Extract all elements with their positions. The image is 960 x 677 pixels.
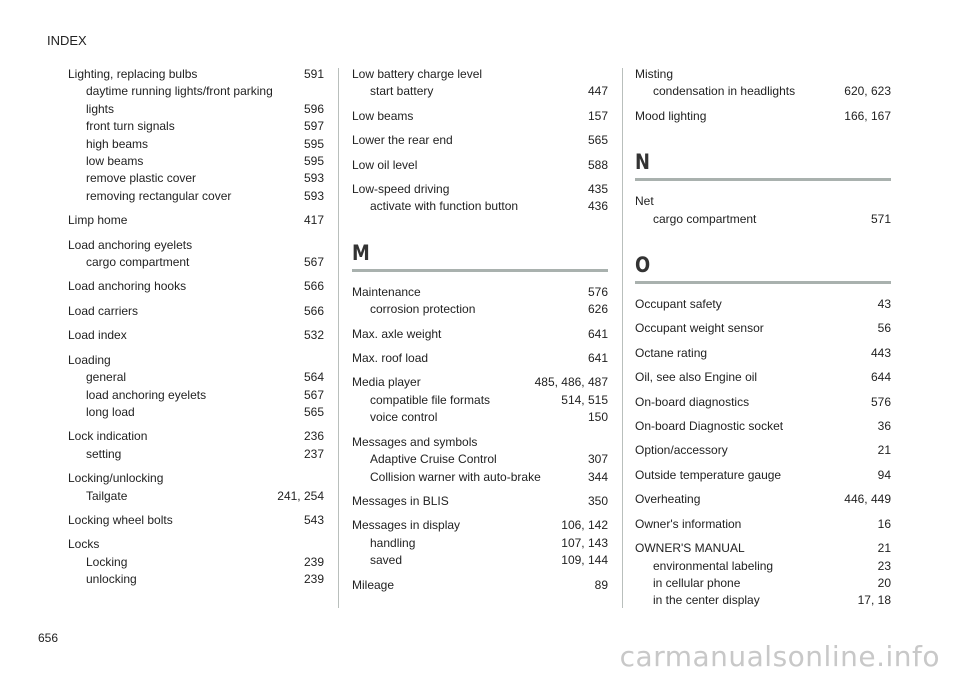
index-page-ref: 565 [587, 133, 608, 148]
index-term [352, 157, 608, 174]
index-subentry [68, 488, 324, 505]
index-term [352, 577, 608, 594]
index-entry [635, 66, 891, 101]
index-page-ref: 566 [303, 279, 324, 294]
index-term [352, 493, 608, 510]
index-entry [635, 345, 891, 362]
index-subentry [352, 301, 608, 318]
index-term [635, 394, 891, 411]
index-page-ref: 36 [877, 419, 891, 434]
index-page-ref: 595 [303, 154, 324, 169]
index-term-text: Media player [352, 375, 421, 390]
index-entry [68, 512, 324, 529]
index-term-text: Oil, see also Engine oil [635, 370, 758, 385]
index-page-ref: 485, 486, 487 [534, 375, 608, 390]
index-term [68, 512, 324, 529]
index-page-ref: 239 [303, 554, 324, 569]
index-subentry [352, 451, 608, 468]
index-term [68, 352, 324, 369]
index-subentry [68, 188, 324, 205]
index-page-ref: 109, 144 [561, 553, 608, 568]
index-term [352, 374, 608, 391]
index-subentry [68, 83, 324, 100]
page-number: 656 [38, 631, 59, 645]
index-entry [352, 577, 608, 594]
index-term-text: lights [86, 101, 115, 116]
index-entry [635, 467, 891, 484]
index-subentry [635, 211, 891, 228]
index-term [635, 108, 891, 125]
index-term-text: daytime running lights/front parking [86, 84, 273, 99]
index-term-text: condensation in headlights [653, 84, 796, 99]
index-term [68, 237, 324, 254]
index-subentry [68, 571, 324, 588]
index-entry [635, 418, 891, 435]
index-term-text: Owner's information [635, 516, 742, 531]
index-term-text: high beams [86, 136, 149, 151]
index-term-text: Mileage [352, 577, 395, 592]
index-entry [68, 428, 324, 463]
watermark: carmanualsonline.info [619, 640, 940, 673]
index-term-text: removing rectangular cover [86, 188, 232, 203]
index-subentry [635, 558, 891, 575]
index-subentry [352, 409, 608, 426]
index-page-ref: 106, 142 [561, 518, 608, 533]
index-term [352, 181, 608, 198]
index-term-text: voice control [370, 410, 438, 425]
index-term-text: Messages and symbols [352, 434, 478, 449]
index-entry [68, 536, 324, 588]
index-term-text: Maintenance [352, 284, 421, 299]
index-term [352, 132, 608, 149]
index-page-ref: 17, 18 [857, 593, 891, 608]
index-letter-heading [635, 253, 891, 284]
index-term-text: Collision warner with auto-brake [370, 469, 541, 484]
index-term-text: unlocking [86, 572, 137, 587]
index-page-ref: 236 [303, 429, 324, 444]
index-page-ref: 565 [303, 404, 324, 419]
index-term [635, 66, 891, 83]
index-term-text: Load anchoring hooks [68, 279, 187, 294]
index-term-text: Tailgate [86, 488, 128, 503]
index-term-text: Locking wheel bolts [68, 512, 173, 527]
index-term [68, 327, 324, 344]
index-subentry [352, 469, 608, 486]
index-entry [68, 303, 324, 320]
index-page-ref: 543 [303, 512, 324, 527]
index-page-ref: 593 [303, 171, 324, 186]
index-page-ref: 157 [587, 108, 608, 123]
index-term-text: Misting [635, 67, 674, 81]
index-term-text: in the center display [653, 593, 760, 608]
index-term-text: low beams [86, 154, 144, 169]
index-term [352, 350, 608, 367]
index-page-ref: 89 [594, 577, 608, 592]
index-subentry [68, 101, 324, 118]
index-page-ref: 597 [303, 119, 324, 134]
index-term-text: Option/accessory [635, 443, 728, 458]
index-term [635, 442, 891, 459]
index-page-ref: 567 [303, 255, 324, 270]
index-page-ref: 593 [303, 188, 324, 203]
index-term [635, 296, 891, 313]
index-entry [68, 278, 324, 295]
index-term-text: activate with function button [370, 199, 519, 214]
index-term-text: Lighting, replacing bulbs [68, 67, 198, 81]
index-page-ref: 514, 515 [561, 392, 608, 407]
index-page-ref: 166, 167 [844, 108, 891, 123]
index-subentry [68, 554, 324, 571]
index-term-text: Max. axle weight [352, 326, 442, 341]
index-letter-heading [635, 150, 891, 181]
index-term-text: Load anchoring eyelets [68, 237, 193, 252]
index-term-text: Lower the rear end [352, 133, 453, 148]
index-page-ref: 571 [870, 211, 891, 226]
index-term-text: cargo compartment [86, 255, 190, 270]
index-entry [635, 193, 891, 228]
index-entry [352, 374, 608, 426]
index-page-ref: 237 [303, 446, 324, 461]
index-page-ref: 241, 254 [277, 488, 324, 503]
index-subentry [68, 153, 324, 170]
index-letter: N [635, 150, 650, 175]
index-term [352, 326, 608, 343]
index-term [635, 540, 891, 557]
index-term [68, 428, 324, 445]
index-page-ref: 239 [303, 572, 324, 587]
index-term-text: Lock indication [68, 429, 148, 444]
index-term-text: Low-speed driving [352, 182, 450, 197]
index-page-ref: 23 [877, 558, 891, 573]
index-term-text: Occupant weight sensor [635, 321, 764, 336]
index-term-text: start battery [370, 84, 434, 99]
index-page-ref: 344 [587, 469, 608, 484]
index-page-ref: 591 [303, 67, 324, 81]
index-term-text: remove plastic cover [86, 171, 197, 186]
index-term-text: front turn signals [86, 119, 175, 134]
index-page-ref: 307 [587, 452, 608, 467]
index-term [635, 418, 891, 435]
index-page-ref: 446, 449 [844, 492, 891, 507]
index-page-ref: 447 [587, 84, 608, 99]
index-term-text: OWNER'S MANUAL [635, 541, 745, 556]
index-entry [635, 516, 891, 533]
index-entry [68, 212, 324, 229]
letter-rule [352, 269, 608, 272]
index-term [68, 278, 324, 295]
index-subentry [352, 198, 608, 215]
index-entry [352, 108, 608, 125]
index-term-text: Outside temperature gauge [635, 467, 782, 482]
index-page-ref: 107, 143 [561, 535, 608, 550]
index-page-ref: 16 [877, 516, 891, 531]
index-term-text: Overheating [635, 492, 701, 507]
index-entry [352, 517, 608, 569]
index-subentry [68, 404, 324, 421]
index-subentry [68, 118, 324, 135]
index-term-text: setting [86, 446, 122, 461]
index-term-text: Load index [68, 328, 127, 343]
index-page-ref: 443 [870, 345, 891, 360]
index-entry [352, 350, 608, 367]
index-page-ref: 576 [870, 394, 891, 409]
index-subentry [68, 136, 324, 153]
index-subentry [635, 592, 891, 609]
index-term-text: On-board Diagnostic socket [635, 419, 784, 434]
index-term-text: Locking [86, 554, 128, 569]
index-entry [352, 326, 608, 343]
index-subentry [68, 170, 324, 187]
index-term-text: On-board diagnostics [635, 394, 750, 409]
index-page-ref: 436 [587, 199, 608, 214]
index-page-ref: 641 [587, 351, 608, 366]
index-page-ref: 56 [877, 321, 891, 336]
index-page-ref: 20 [877, 575, 891, 590]
index-entry [68, 66, 324, 205]
index-subentry [635, 83, 891, 100]
index-entry [352, 181, 608, 216]
index-term-text: Low beams [352, 108, 414, 123]
index-term [352, 284, 608, 301]
index-term [352, 517, 608, 534]
index-entry [635, 296, 891, 313]
index-subentry [68, 387, 324, 404]
index-entry [635, 394, 891, 411]
index-page-ref: 21 [877, 541, 891, 556]
index-page-ref: 94 [877, 467, 891, 482]
index-term-text: handling [370, 535, 416, 550]
index-entry [635, 540, 891, 610]
index-entry [635, 369, 891, 386]
index-term [68, 303, 324, 320]
index-entry [68, 237, 324, 272]
column-divider [622, 68, 623, 608]
index-term-text: Adaptive Cruise Control [370, 452, 497, 467]
index-entry [352, 157, 608, 174]
index-subentry [68, 254, 324, 271]
index-term-text: environmental labeling [653, 558, 774, 573]
index-term-text: general [86, 370, 127, 385]
page-header-title: INDEX [47, 33, 87, 48]
index-term-text: load anchoring eyelets [86, 387, 207, 402]
index-subentry [352, 392, 608, 409]
index-page-ref: 43 [877, 297, 891, 312]
index-term-text: Octane rating [635, 345, 708, 360]
index-subentry [68, 369, 324, 386]
index-term-text: Load carriers [68, 303, 139, 318]
index-term-text: compatible file formats [370, 392, 491, 407]
index-term [635, 320, 891, 337]
index-term-text: Messages in BLIS [352, 493, 449, 508]
index-page-ref: 595 [303, 136, 324, 151]
index-entry [352, 493, 608, 510]
index-page-ref: 532 [303, 328, 324, 343]
index-page-ref: 417 [303, 213, 324, 228]
index-entry [635, 442, 891, 459]
index-term-text: Mood lighting [635, 108, 707, 123]
index-term [635, 491, 891, 508]
index-term-text: in cellular phone [653, 575, 741, 590]
index-term [352, 108, 608, 125]
index-column-3 [635, 66, 891, 617]
index-letter: M [352, 240, 370, 265]
column-divider [338, 68, 339, 608]
index-term [635, 345, 891, 362]
index-entry [635, 320, 891, 337]
index-term [635, 516, 891, 533]
index-term-text: Low battery charge level [352, 67, 483, 81]
index-term-text: Net [635, 194, 654, 209]
index-entry [352, 434, 608, 486]
index-entry [352, 284, 608, 319]
index-term-text: Occupant safety [635, 297, 722, 312]
index-page-ref: 596 [303, 101, 324, 116]
index-page-ref: 21 [877, 443, 891, 458]
index-page-ref: 566 [303, 303, 324, 318]
index-term [68, 66, 324, 83]
index-term [635, 369, 891, 386]
index-entry [352, 66, 608, 101]
index-subentry [352, 552, 608, 569]
index-entry [68, 352, 324, 422]
index-entry [68, 327, 324, 344]
letter-rule [635, 281, 891, 284]
index-entry [635, 491, 891, 508]
index-page-ref: 576 [587, 284, 608, 299]
index-page-ref: 620, 623 [844, 84, 891, 99]
index-term [635, 193, 891, 210]
index-letter: O [635, 253, 651, 278]
letter-rule [635, 178, 891, 181]
index-term [68, 212, 324, 229]
index-page-ref: 567 [303, 387, 324, 402]
index-term-text: long load [86, 404, 135, 419]
index-page-ref: 150 [587, 410, 608, 425]
index-subentry [352, 535, 608, 552]
index-term-text: Messages in display [352, 518, 461, 533]
index-subentry [635, 575, 891, 592]
index-column-2 [352, 66, 608, 601]
index-entry [635, 108, 891, 125]
index-column-1 [68, 66, 324, 596]
index-term [68, 536, 324, 553]
index-term [352, 66, 608, 83]
index-subentry [352, 83, 608, 100]
index-term [635, 467, 891, 484]
index-term-text: Max. roof load [352, 351, 429, 366]
index-term-text: Limp home [68, 213, 128, 228]
index-term-text: Locks [68, 537, 100, 552]
index-term-text: Low oil level [352, 157, 418, 172]
index-term-text: saved [370, 553, 403, 568]
index-page-ref: 644 [870, 370, 891, 385]
index-term-text: Locking/unlocking [68, 471, 164, 486]
index-page-ref: 435 [587, 182, 608, 197]
index-page-ref: 588 [587, 157, 608, 172]
index-term-text: corrosion protection [370, 302, 476, 317]
index-page-ref: 641 [587, 326, 608, 341]
index-term [68, 470, 324, 487]
index-page-ref: 564 [303, 370, 324, 385]
index-term [352, 434, 608, 451]
index-entry [352, 132, 608, 149]
index-page-ref: 350 [587, 493, 608, 508]
index-subentry [68, 446, 324, 463]
index-term-text: Loading [68, 352, 111, 367]
index-term-text: cargo compartment [653, 211, 757, 226]
index-page-ref: 626 [587, 302, 608, 317]
index-entry [68, 470, 324, 505]
index-letter-heading [352, 241, 608, 272]
